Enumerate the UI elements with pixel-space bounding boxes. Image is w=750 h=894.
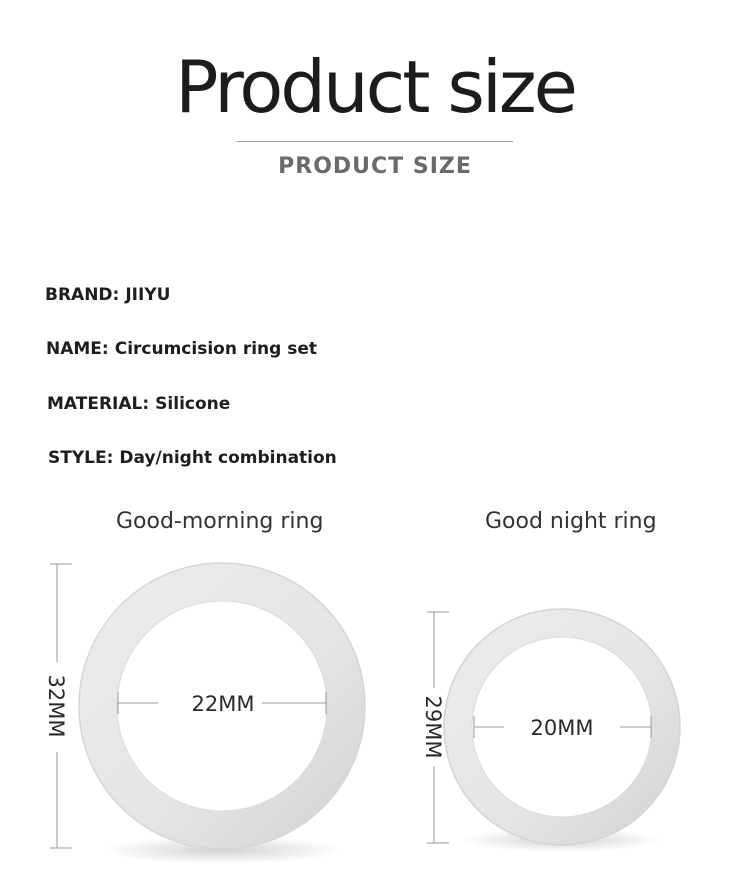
spec-style-key: STYLE: — [48, 448, 114, 468]
morning-outer-dimension — [44, 564, 72, 848]
spec-brand-value: JIIYU — [125, 285, 171, 305]
spec-style-value: Day/night combination — [119, 448, 337, 468]
morning-ring-label: Good-morning ring — [116, 509, 324, 534]
night-outer-size: 29MM — [421, 695, 445, 759]
spec-name-value: Circumcision ring set — [114, 339, 318, 359]
morning-inner-dimension — [118, 692, 326, 716]
page-subtitle: PRODUCT SIZE — [278, 154, 472, 179]
morning-inner-size: 22MM — [191, 692, 255, 716]
spec-material-value: Silicone — [155, 394, 231, 414]
night-inner-dimension — [474, 716, 651, 740]
night-inner-size: 20MM — [530, 716, 594, 740]
morning-outer-size: 32MM — [44, 674, 68, 738]
page-title: Product size — [175, 45, 575, 129]
night-ring-label: Good night ring — [485, 509, 657, 534]
spec-material-key: MATERIAL: — [47, 394, 150, 414]
spec-brand-key: BRAND: — [45, 285, 120, 305]
night-outer-dimension — [421, 612, 449, 843]
spec-name-key: NAME: — [46, 339, 109, 359]
